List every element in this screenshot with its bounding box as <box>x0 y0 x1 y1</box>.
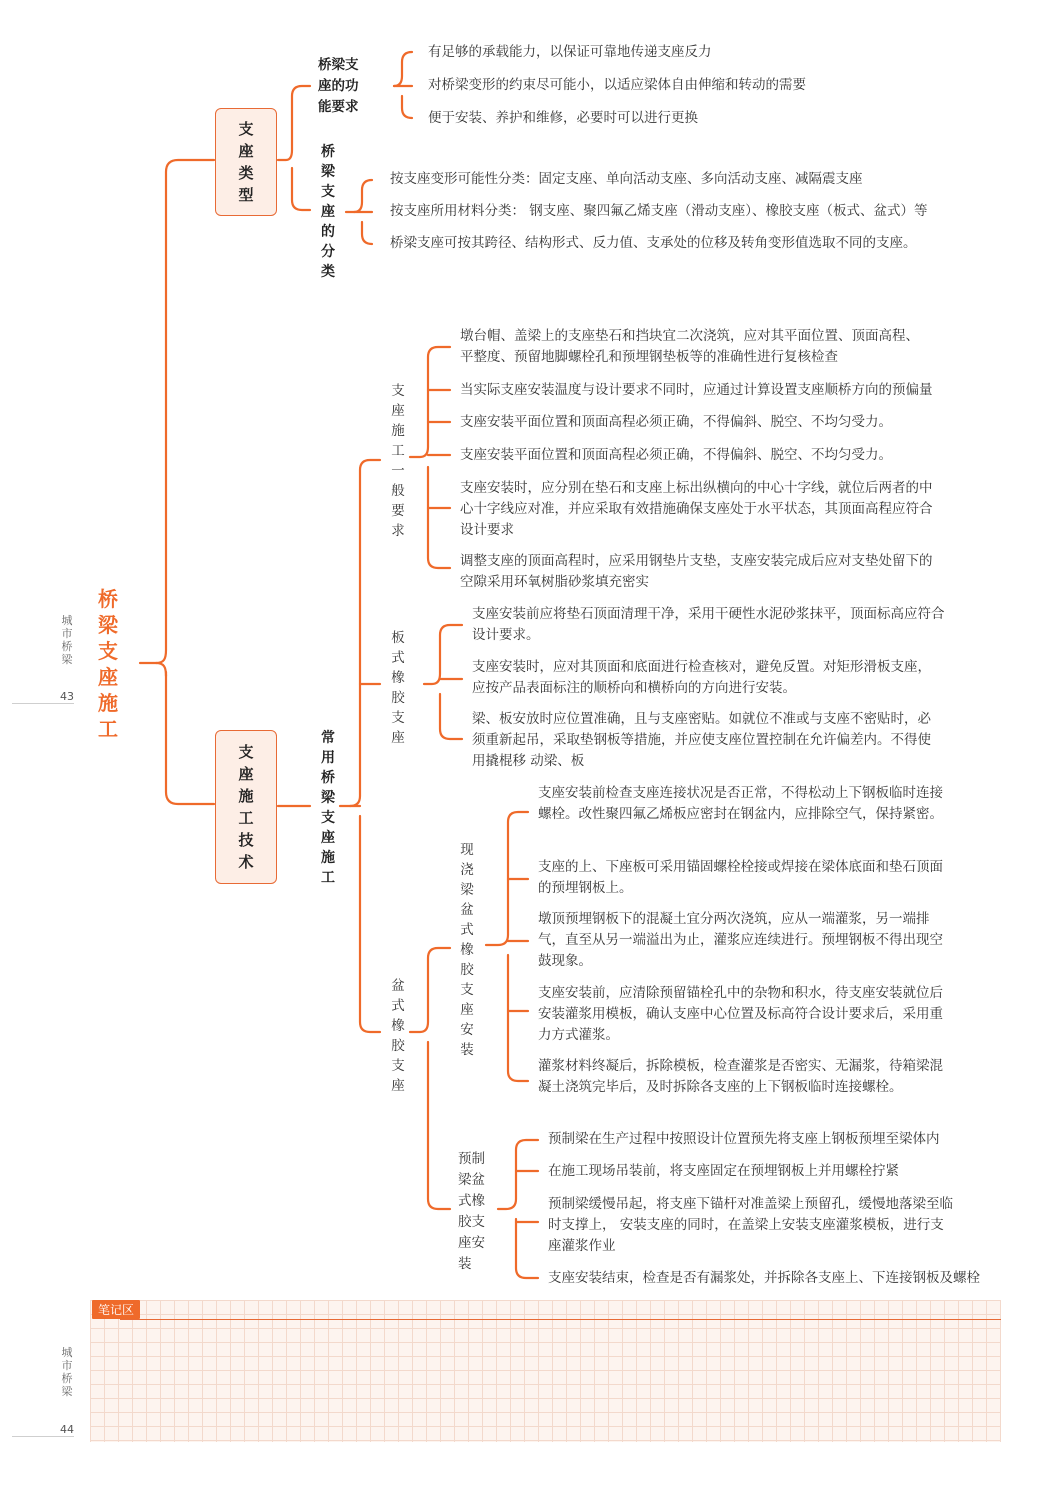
plate-item-2: 支座安装时，应对其顶面和底面进行检查核对，避免反置。对矩形滑板支座， 应按产品表面标注的顺桥向和横桥向的方向进行安装。 <box>472 659 931 696</box>
precast-item-2: 在施工现场吊装前，将支座固定在预埋钢板上并用螺栓拧紧 <box>548 1163 899 1179</box>
node-general-requirements: 支座施工一般要求 <box>391 383 405 539</box>
general-item-5: 支座安装时，应分别在垫石和支座上标出纵横向的中心十字线，就位后两者的中心十字线应对准，并应采取有效措施确保支座处于水平状态，其顶面高程应符合设计要求 <box>460 480 933 538</box>
cls-item-3: 桥梁支座可按其跨径、结构形式、反力值、支承处的位移及转角变形值选取不同的支座。 <box>390 235 917 251</box>
cast-item-5: 灌浆材料终凝后，拆除模板，检查灌浆是否密实、无漏浆，待箱梁混凝土浇筑完毕后，及时拆除各支座的上下钢板临时连接螺栓。 <box>538 1058 943 1095</box>
cast-item-1: 支座安装前检查支座连接状况是否正常，不得松动上下钢板临时连接螺栓。改性聚四氟乙烯板应密封在钢盆内，应排除空气，保持紧密。 <box>538 785 943 822</box>
node-common-construction: 常用桥梁支座施工 <box>321 730 335 886</box>
notes-grid[interactable] <box>90 1300 1001 1442</box>
notes-label: 笔记区 <box>92 1300 140 1319</box>
general-item-1: 墩台帽、盖梁上的支座垫石和挡块宜二次浇筑，应对其平面位置、顶面高程、 平整度、预留地脚螺栓孔和预埋钢垫板等的准确性进行复核检查 <box>460 328 919 365</box>
func-item-3: 便于安装、养护和维修，必要时可以进行更换 <box>428 110 698 126</box>
plate-item-3: 梁、板安放时应位置准确，且与支座密贴。如就位不准或与支座不密贴时，必 须重新起吊，采取垫钢板等措施，并应使支座位置控制在允许偏差内。不得使用撬棍移 动梁、板 <box>472 711 931 769</box>
node-cast-in-place: 现浇梁盆式橡胶支座安装 <box>460 842 474 1058</box>
node-construction-tech: 支座施工技术 <box>215 730 277 884</box>
cast-item-2: 支座的上、下座板可采用锚固螺栓栓接或焊接在梁体底面和垫石顶面的预埋钢板上。 <box>538 859 943 896</box>
general-item-4: 支座安装平面位置和顶面高程必须正确，不得偏斜、脱空、不均匀受力。 <box>460 447 892 463</box>
precast-item-4: 支座安装结束，检查是否有漏浆处，并拆除各支座上、下连接钢板及螺栓 <box>548 1270 980 1286</box>
root-title: 桥梁支座施工 <box>98 587 118 741</box>
precast-item-1: 预制梁在生产过程中按照设计位置预先将支座上钢板预埋至梁体内 <box>548 1131 940 1147</box>
precast-item-3: 预制梁缓慢吊起，将支座下锚杆对准盖梁上预留孔，缓慢地落梁至临时支撑上， 安装支座的同时，在盖梁上安装支座灌浆模板，进行支座灌浆作业 <box>548 1196 953 1254</box>
node-bearing-types: 支座类型 <box>215 108 277 216</box>
notes-divider <box>120 1319 1001 1320</box>
node-pot-rubber: 盆式橡胶支座 <box>391 978 405 1094</box>
general-item-3: 支座安装平面位置和顶面高程必须正确，不得偏斜、脱空、不均匀受力。 <box>460 414 892 430</box>
side-label-top: 城市桥梁 <box>61 614 73 666</box>
page-number-bottom: 44 <box>12 1423 74 1437</box>
side-label-bottom: 城市桥梁 <box>61 1346 73 1398</box>
node-precast: 预制梁盆式橡胶支座安装 <box>458 1151 485 1272</box>
plate-item-1: 支座安装前应将垫石顶面清理干净，采用干硬性水泥砂浆抹平，顶面标高应符合设计要求。 <box>472 606 945 643</box>
general-item-2: 当实际支座安装温度与设计要求不同时，应通过计算设置支座顺桥方向的预偏量 <box>460 382 933 398</box>
func-item-1: 有足够的承载能力，以保证可靠地传递支座反力 <box>428 44 712 60</box>
node-function-requirements: 桥梁支座的功能要求 <box>318 57 359 115</box>
general-item-6: 调整支座的顶面高程时，应采用钢垫片支垫，支座安装完成后应对支垫处留下的空隙采用环氧树脂砂浆填充密实 <box>460 553 933 590</box>
cast-item-3: 墩顶预埋钢板下的混凝土宜分两次浇筑，应从一端灌浆，另一端排气，直至从另一端溢出为止，灌浆应连续进行。预埋钢板不得出现空鼓现象。 <box>538 911 943 969</box>
page-number-top: 43 <box>12 690 74 704</box>
cls-item-1: 按支座变形可能性分类：固定支座、单向活动支座、多向活动支座、减隔震支座 <box>390 171 863 187</box>
func-item-2: 对桥梁变形的约束尽可能小，以适应梁体自由伸缩和转动的需要 <box>428 77 806 93</box>
node-bearing-classification: 桥梁支座的分类 <box>321 144 335 280</box>
cls-item-2: 按支座所用材料分类： 钢支座、聚四氟乙烯支座（滑动支座）、橡胶支座（板式、盆式）等 <box>390 203 928 219</box>
node-plate-rubber: 板式橡胶支座 <box>391 630 405 746</box>
cast-item-4: 支座安装前，应清除预留锚栓孔中的杂物和积水，待支座安装就位后安装灌浆用模板，确认支座中心位置及标高符合设计要求后，采用重力方式灌浆。 <box>538 985 943 1043</box>
